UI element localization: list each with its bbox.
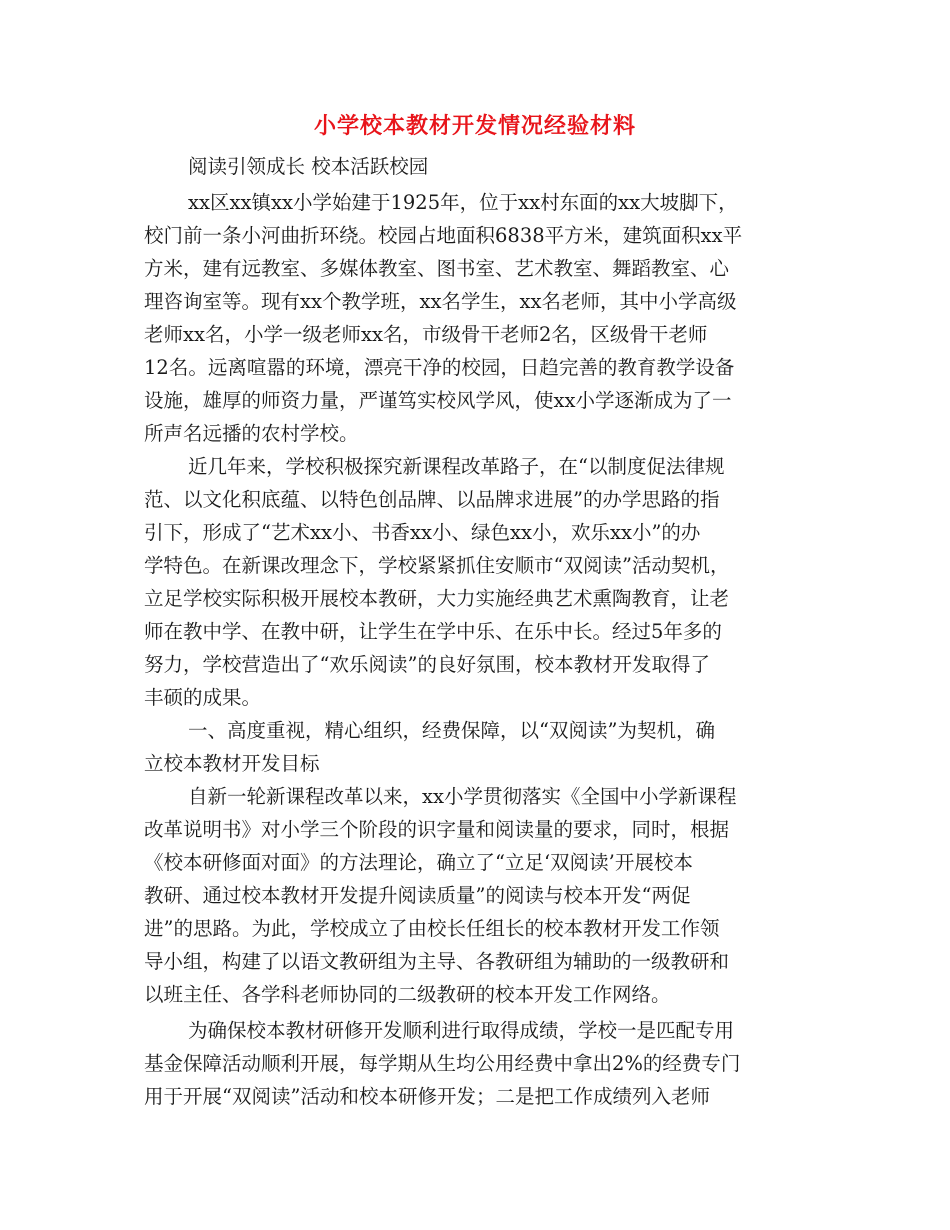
- paragraph-line: 以班主任、各学科老师协同的二级教研的校本开发工作网络。: [144, 983, 671, 1006]
- paragraph-line: 所声名远播的农村学校。: [144, 422, 359, 445]
- paragraph-line: 为确保校本教材研修开发顺利进行取得成绩，学校一是匹配专用: [188, 1019, 735, 1042]
- paragraph-line: 导小组，构建了以语文教研组为主导、各教研组为辅助的一级教研和: [144, 950, 730, 973]
- paragraph-line: 教研、通过校本教材开发提升阅读质量”的阅读与校本开发“两促: [144, 884, 691, 907]
- paragraph-line: 改革说明书》对小学三个阶段的识字量和阅读量的要求，同时，根据: [144, 818, 730, 841]
- paragraph-line: 老师xx名，小学一级老师xx名，市级骨干老师2名，区级骨干老师: [144, 323, 708, 346]
- paragraph-line: 《校本研修面对面》的方法理论，确立了“立足‘双阅读’开展校本: [144, 851, 693, 874]
- paragraph-line: 进”的思路。为此，学校成立了由校长任组长的校本教材开发工作领: [144, 917, 720, 940]
- paragraph-line: 用于开展“双阅读”活动和校本研修开发；二是把工作成绩列入老师: [144, 1085, 710, 1108]
- paragraph-line: 设施，雄厚的师资力量，严谨笃实校风学风，使xx小学逐渐成为了一: [144, 389, 732, 412]
- paragraph-line: 努力，学校营造出了“欢乐阅读”的良好氛围，校本教材开发取得了: [144, 653, 710, 676]
- subtitle-line: 阅读引领成长 校本活跃校园: [188, 155, 429, 178]
- paragraph-line: 丰硕的成果。: [144, 686, 262, 709]
- paragraph-line: xx区xx镇xx小学始建于1925年，位于xx村东面的xx大坡脚下，: [188, 191, 738, 214]
- paragraph-line: 立足学校实际积极开展校本教研，大力实施经典艺术熏陶教育，让老: [144, 587, 730, 610]
- paragraph-line: 学特色。在新课改理念下，学校紧紧抓住安顺市“双阅读”活动契机，: [144, 554, 730, 577]
- section-heading-line: 立校本教材开发目标: [144, 752, 320, 775]
- paragraph-line: 基金保障活动顺利开展，每学期从生均公用经费中拿出2%的经费专门: [144, 1052, 741, 1075]
- paragraph-line: 理咨询室等。现有xx个教学班，xx名学生，xx名老师，其中小学高级: [144, 290, 737, 313]
- paragraph-line: 自新一轮新课程改革以来，xx小学贯彻落实《全国中小学新课程: [188, 785, 737, 808]
- paragraph-line: 近几年来，学校积极探究新课程改革路子，在“以制度促法律规: [188, 455, 725, 478]
- paragraph-line: 校门前一条小河曲折环绕。校园占地面积6838平方米，建筑面积xx平: [144, 224, 743, 247]
- paragraph-line: 方米，建有远教室、多媒体教室、图书室、艺术教室、舞蹈教室、心: [144, 257, 730, 280]
- paragraph-line: 12名。远离喧嚣的环境，漂亮干净的校园，日趋完善的教育教学设备: [144, 356, 735, 379]
- document-title: 小学校本教材开发情况经验材料: [313, 113, 636, 139]
- paragraph-line: 师在教中学、在教中研，让学生在学中乐、在乐中长。经过5年多的: [144, 620, 722, 643]
- paragraph-line: 范、以文化积底蕴、以特色创品牌、以品牌求进展”的办学思路的指: [144, 488, 720, 511]
- paragraph-line: 引下，形成了“艺术xx小、书香xx小、绿色xx小，欢乐xx小”的办: [144, 521, 701, 544]
- section-heading-line: 一、高度重视，精心组织，经费保障，以“双阅读”为契机，确: [188, 719, 715, 742]
